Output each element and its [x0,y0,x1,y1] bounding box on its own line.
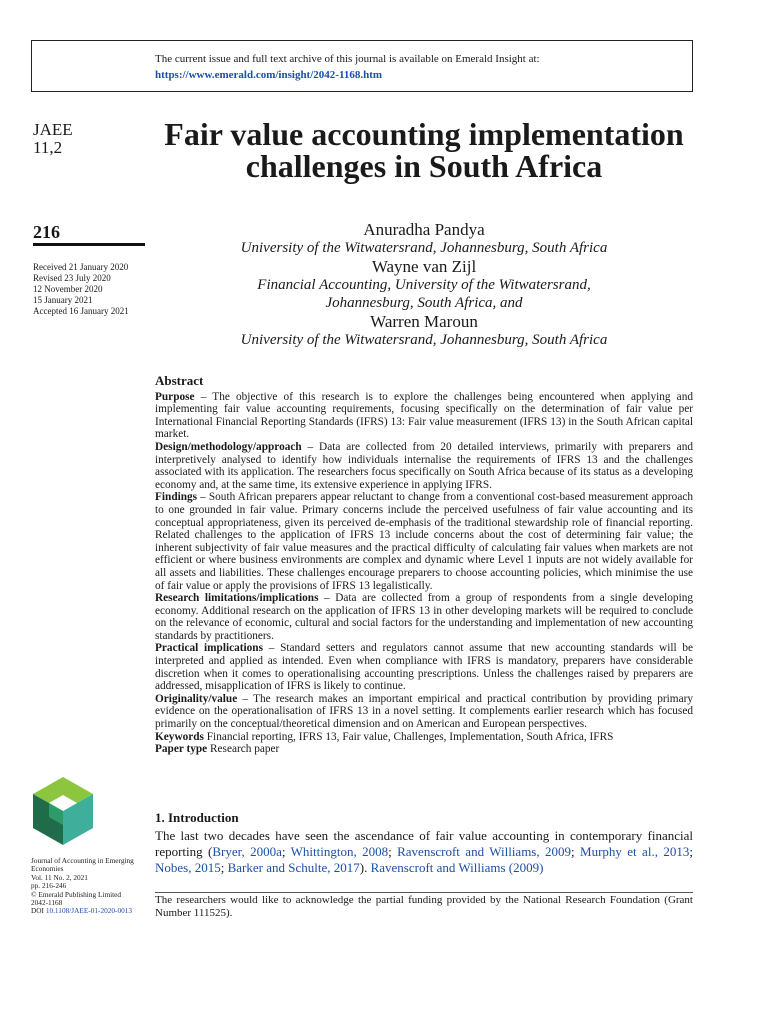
emerald-logo-icon [31,775,95,847]
introduction-text [155,828,693,876]
intro-text: ; [388,844,398,859]
section-text: – Data are collected from a group of respondents from a single developing economy. Additional research on the application of IFRS 13 in other developing markets will be required to conclude on the relevance of economic, cultural and social factors for the understanding and implementation of new accounting standards by practitioners. [155,592,694,642]
intro-text: ; [689,844,693,859]
introduction-heading: 1. Introduction [155,810,239,825]
author-name: Anuradha Pandya [363,220,485,239]
abstract-paper-type [155,743,693,756]
journal-marker [33,121,73,157]
section-label: Practical implications [155,642,263,655]
section-label: Purpose [155,390,195,403]
citation-link[interactable]: Ravenscroft and Williams, 2009 [397,844,572,859]
abstract [155,375,693,756]
doi-link[interactable]: 10.1108/JAEE-01-2020-0013 [45,906,133,916]
author-affiliation: Johannesburg, South Africa, and [325,295,523,311]
abstract-limitations [155,592,693,642]
date-revised-3: 15 January 2021 [33,295,93,305]
section-text: – South African preparers appear reluctant to change from a conventional cost-based measurement approach to one grounded in fair value. Primary concerns include the perceived usefulness of fair value accounting and its conceptual appropriateness, given its perceived de-emphasis of the traditional stewardship role of financial reporting. Related challenges to the application of IFRS 13 include concerns about the cost of determining fair value; the inherent subjectivity of fair value measures and the practical difficulty of calculating fair values when markets are not efficient or where business environments are complex and dynamic where Level 1 inputs are not widely available for all assets and liabilities. These challenges encourage preparers to choose accounting policies, which minimise the use of fair value or apply the provisions of IFRS 13 legalistically. [155,491,693,592]
author-name: Wayne van Zijl [371,257,477,276]
abstract-originality [155,693,693,731]
citation-link[interactable]: Barker and Schulte, 2017 [227,860,360,875]
section-label: Keywords [155,730,204,743]
date-revised: Revised 23 July 2020 [33,273,111,283]
citation-link[interactable]: Whittington, 2008 [290,844,389,859]
page-number-rule [33,243,145,246]
abstract-practical [155,642,693,692]
citation-link[interactable]: Ravenscroft and Williams (2009) [370,860,544,875]
intro-text: ; [281,844,291,859]
journal-volume: Vol. 11 No. 2, 2021 [31,872,88,882]
author-affiliation: University of the Witwatersrand, Johannesburg, South Africa [240,332,608,348]
journal-pages: pp. 216-246 [31,881,67,891]
journal-issn: 2042-1168 [31,898,63,908]
section-text: – The objective of this research is to explore the challenges being encountered when applying and implementing fair value accounting requirements, focusing specifically on the determination of fair value per International Financial Reporting Standards (IFRS) 13: Fair value measurement (IFRS 13) in the South African capital market. [155,390,693,441]
intro-text: ). [359,860,371,875]
section-text: – Standard setters and regulators cannot assume that new accounting standards will be interpreted and applied as intended. Even when compliance with IFRS is mandatory, preparers have considerable discretion when it comes to operationalising accounting prescriptions. Unless the challenges raised by preparers are addressed, misapplication of IFRS is likely to continue. [155,642,693,693]
section-text: – The research makes an important empirical and practical contribution by providing primary evidence on the operationalisation of IFRS 13 in a novel setting. It complements earlier research which has focused primarily on the conceptual/theoretical dimension and on American and European perspectives. [155,692,693,731]
citation-link[interactable]: Bryer, 2000a [212,844,282,859]
intro-text: The last two decades have seen the ascendance of fair value accounting in contemporary financial reporting ( [155,828,693,859]
introduction [155,810,693,876]
abstract-design [155,441,693,491]
author-affiliation: University of the Witwatersrand, Johannesburg, South Africa [240,240,608,256]
abstract-findings [155,491,693,592]
section-text: – Data are collected from 20 detailed interviews, primarily with preparers and interpretively analysed to identify how individuals internalise the requirements of IFRS 13 and the challenges associated with its application. The researchers focus specifically on South Africa because of its status as a developing economy and, at the same time, its extensive experience in applying IFRS. [155,440,693,491]
intro-text: ; [220,860,228,875]
section-text: Research paper [207,743,280,756]
author-block [155,220,693,349]
section-label: Findings [155,491,198,504]
date-revised-2: 12 November 2020 [33,284,103,294]
volume-issue: 11,2 [33,138,63,157]
access-notice-box [31,40,693,92]
section-label: Paper type [155,743,208,756]
section-label: Research limitations/implications [155,592,319,605]
section-label: Originality/value [155,692,238,705]
citation-link[interactable]: Nobes, 2015 [155,860,221,875]
copyright-notice: © Emerald Publishing Limited [31,889,122,899]
journal-abbrev: JAEE [33,120,73,139]
submission-dates [33,262,129,317]
date-received: Received 21 January 2020 [33,262,129,272]
article-title: Fair value accounting implementation challenges in South Africa [164,116,684,184]
intro-text: ; [571,844,581,859]
journal-name: Journal of Accounting in Emerging Economies [31,856,134,874]
section-text: Financial reporting, IFRS 13, Fair value, Challenges, Implementation, South Africa, IFRS [203,730,614,743]
funding-footnote: The researchers would like to acknowledge the partial funding provided by the National Research Foundation (Grant Number 111525). [155,894,693,919]
access-notice-text: The current issue and full text archive of this journal is available on Emerald Insight at: [155,53,540,65]
journal-info [31,857,146,916]
page-number: 216 [33,222,60,242]
journal-url-link[interactable]: https://www.emerald.com/insight/2042-1168.htm [155,69,383,81]
author-name: Warren Maroun [370,312,478,331]
abstract-heading: Abstract [155,373,204,388]
doi-label: DOI [31,906,44,916]
date-accepted: Accepted 16 January 2021 [33,306,129,316]
abstract-keywords [155,731,693,744]
citation-link[interactable]: Murphy et al., 2013 [580,844,690,859]
footnote-rule [155,892,693,893]
section-label: Design/methodology/approach [155,440,302,453]
author-affiliation: Financial Accounting, University of the Witwatersrand, [257,277,591,293]
abstract-purpose [155,391,693,441]
doi-line [31,907,146,915]
